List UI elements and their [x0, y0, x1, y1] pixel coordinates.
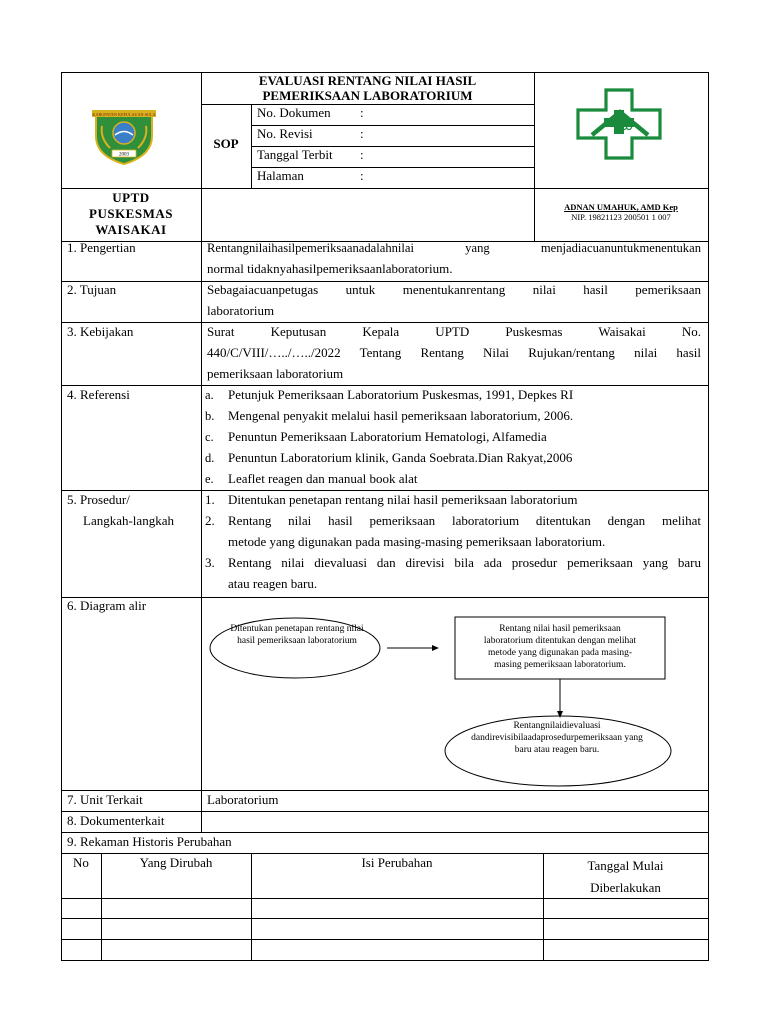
th-tanggal-line-1: Tanggal Mulai — [587, 858, 664, 873]
emblem-year: 2003 — [119, 152, 129, 158]
field-label-no-dokumen: No. Dokumen — [257, 105, 331, 120]
label-rekaman-historis: 9. Rekaman Historis Perubahan — [67, 834, 232, 849]
node2-line-4: masing pemeriksaan laboratorium. — [494, 660, 626, 670]
node2-line-2: laboratorium ditentukan dengan melihat — [483, 636, 637, 646]
kebijakan-line-3: pemeriksaan laboratorium — [207, 366, 344, 381]
field-label-no-revisi: No. Revisi — [257, 126, 313, 141]
flow-diagram — [201, 598, 708, 790]
node3-line-1: Rentangnilaidievaluasi — [513, 721, 601, 731]
kebijakan-line-2: 440/C/VIII/…../…../2022 Tentang Rentang Nilai Rujukan/rentang nilai hasil — [207, 345, 701, 360]
field-label-halaman: Halaman — [257, 168, 304, 183]
organization-name — [61, 190, 201, 238]
label-diagram-alir: 6. Diagram alir — [67, 598, 147, 613]
th-no: No — [73, 855, 89, 870]
org-line-2: PUSKESMAS — [89, 206, 173, 221]
list-item: Leaflet reagen dan manual book alat — [228, 471, 418, 486]
title-line-1: EVALUASI RENTANG NILAI HASIL — [258, 73, 477, 88]
node2-line-3: metode yang digunakan pada masing- — [487, 648, 633, 658]
list-item-marker: e. — [205, 472, 214, 486]
list-item-marker: a. — [205, 388, 214, 402]
label-unit-terkait: 7. Unit Terkait — [67, 792, 143, 807]
title-line-2: PEMERIKSAAN LABORATORIUM — [262, 88, 473, 103]
label-dokumen-terkait: 8. Dokumenterkait — [67, 813, 165, 828]
regency-emblem — [88, 106, 160, 166]
list-item-marker: d. — [205, 451, 215, 465]
node3-line-3: baru atau reagen baru. — [514, 745, 600, 755]
list-item: Mengenal penyakit melalui hasil pemeriksaan laboratorium, 2006. — [228, 408, 574, 423]
list-item: Penuntun Pemeriksaan Laboratorium Hematologi, Alfamedia — [228, 429, 547, 444]
node1-line-2: hasil pemeriksaan laboratorium — [237, 636, 357, 646]
th-isi-perubahan: Isi Perubahan — [361, 855, 433, 870]
field-colon: : — [360, 126, 364, 141]
pengertian-line-1: Rentangnilaihasilpemeriksaanadalahnilai yang menjadiacuanuntukmenentukan — [207, 241, 701, 255]
th-tanggal-line-2: Diberlakukan — [590, 880, 661, 895]
label-referensi: 4. Referensi — [67, 387, 130, 402]
unit-terkait-value: Laboratorium — [207, 792, 279, 807]
list-item-marker: b. — [205, 409, 215, 423]
org-line-3: WAISAKAI — [95, 222, 167, 237]
step-1-text: Ditentukan penetapan rentang nilai hasil pemeriksaan laboratorium — [228, 492, 578, 507]
signatory-block — [534, 202, 708, 222]
flow-arrowhead-icon — [432, 645, 439, 651]
step-marker: 3. — [205, 555, 215, 570]
list-item-marker: c. — [205, 430, 214, 444]
node3-line-2: dandirevisibilaadaprosedurpemeriksaan yang — [471, 733, 643, 743]
field-label-tanggal-terbit: Tanggal Terbit — [257, 147, 333, 162]
tujuan-line-2: laboratorium — [207, 303, 275, 318]
step-marker: 1. — [205, 492, 215, 507]
puskesmas-logo — [576, 88, 662, 160]
org-line-1: UPTD — [112, 190, 150, 205]
regency-emblem-icon — [88, 106, 160, 166]
step-3-line-2: atau reagen baru. — [228, 576, 318, 591]
step-marker: 2. — [205, 513, 215, 528]
th-tanggal-mulai — [543, 855, 708, 899]
node2-line-1: Rentang nilai hasil pemeriksaan — [499, 624, 621, 634]
sop-label: SOP — [213, 136, 239, 151]
signatory-name: ADNAN UMAHUK, AMD Kep — [564, 202, 678, 212]
list-item: Penuntun Laboratorium klinik, Ganda Soebrata.Dian Rakyat,2006 — [228, 450, 573, 465]
label-pengertian: 1. Pengertian — [67, 240, 136, 255]
flow-arrowhead-icon — [557, 711, 563, 718]
label-tujuan: 2. Tujuan — [67, 282, 117, 297]
sop-title — [201, 72, 534, 103]
health-cross-icon — [576, 88, 662, 160]
th-yang-dirubah: Yang Dirubah — [139, 855, 213, 870]
kebijakan-line-1: Surat Keputusan Kepala UPTD Puskesmas Waisakai No. — [207, 324, 701, 339]
tujuan-line-1: Sebagaiacuanpetugas untuk menentukanrentang nilai hasil pemeriksaan — [207, 282, 701, 297]
field-colon: : — [360, 168, 364, 183]
field-colon: : — [360, 147, 364, 162]
pengertian-line-2: normal tidaknyahasilpemeriksaanlaboratorium. — [207, 261, 453, 276]
step-2-line-1: Rentang nilai hasil pemeriksaan laboratorium ditentukan dengan melihat — [228, 513, 701, 528]
field-colon: : — [360, 105, 364, 120]
node1-line-1: Ditentukan penetapan rentang nilai — [230, 624, 364, 634]
step-2-line-2: metode yang digunakan pada masing-masing pemeriksaan laboratorium. — [228, 534, 606, 549]
signatory-nip: NIP. 19821123 200501 1 007 — [571, 212, 671, 222]
label-kebijakan: 3. Kebijakan — [67, 324, 134, 339]
emblem-banner-text: KABUPATEN KEPULAUAN SULA — [92, 112, 156, 117]
label-prosedur-line-1: 5. Prosedur/ — [67, 492, 130, 507]
label-prosedur-line-2: Langkah-langkah — [83, 513, 174, 528]
list-item: Petunjuk Pemeriksaan Laboratorium Puskesmas, 1991, Depkes RI — [228, 387, 574, 402]
step-3-line-1: Rentang nilai dievaluasi dan direvisi bila ada prosedur pemeriksaan yang baru — [228, 555, 701, 570]
